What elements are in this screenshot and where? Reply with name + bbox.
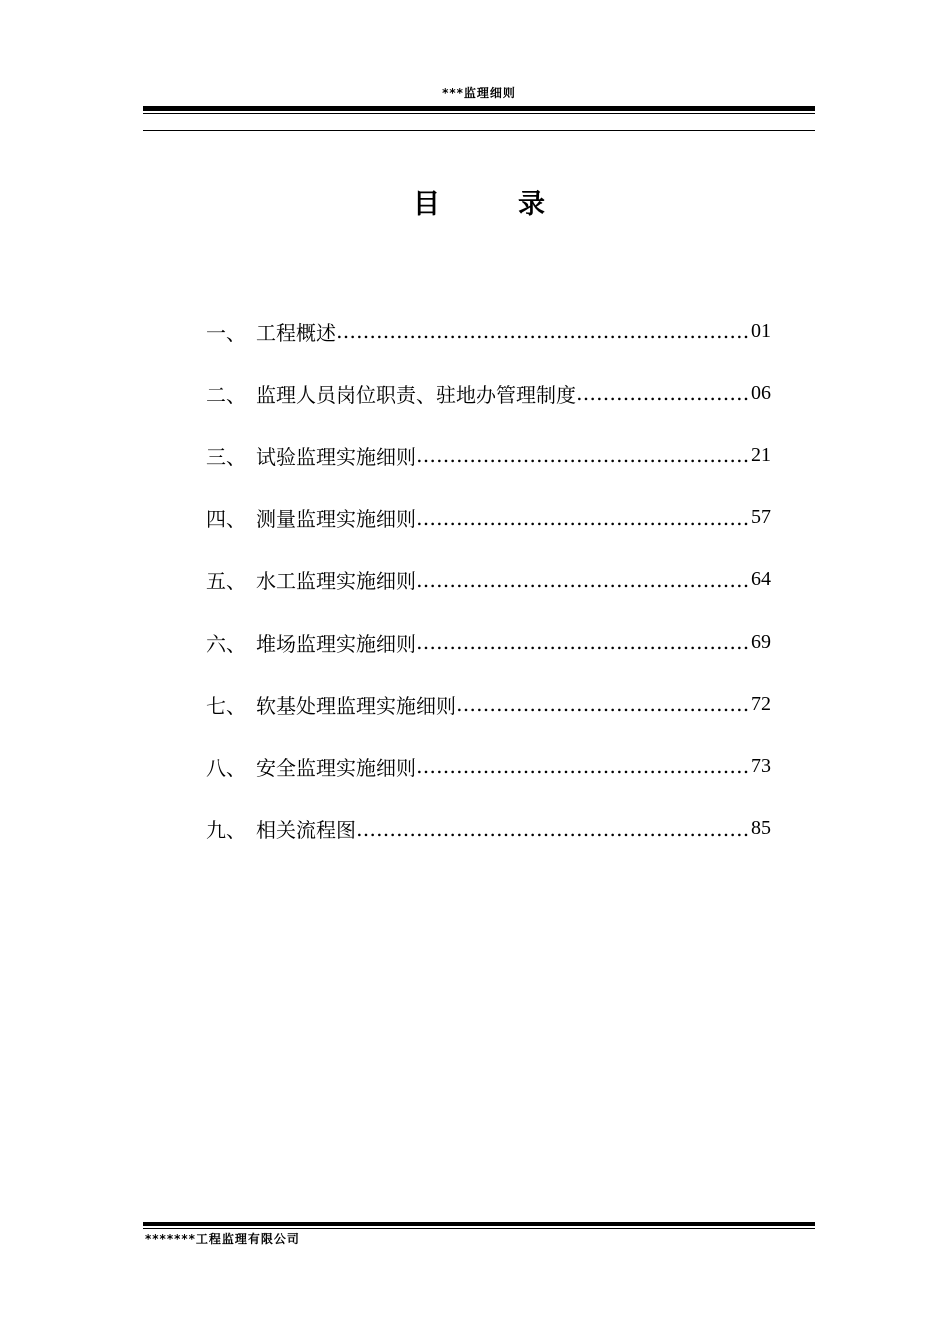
toc-entry-page: 01 — [751, 319, 771, 342]
toc-entry-number: 八、 — [206, 755, 246, 780]
toc-entry-title: 相关流程图 — [256, 818, 356, 843]
toc-entry-number: 一、 — [206, 320, 246, 345]
toc-entry-title: 水工监理实施细则 — [256, 569, 416, 594]
toc-entry[interactable] — [206, 735, 771, 797]
toc-entry-number: 六、 — [206, 631, 246, 656]
toc-entry-page: 72 — [751, 692, 771, 715]
toc-entry[interactable] — [206, 487, 771, 549]
toc-entry-number: 三、 — [206, 444, 246, 469]
toc-entry-title: 试验监理实施细则 — [256, 444, 416, 469]
toc-entry[interactable] — [206, 611, 771, 673]
toc-leader-dots — [356, 817, 751, 841]
toc-entry-number: 四、 — [206, 507, 246, 532]
header-rule-thick — [143, 106, 815, 111]
toc-entry-page: 69 — [751, 630, 771, 653]
toc-entry[interactable] — [206, 300, 771, 362]
toc-entry-page: 21 — [751, 443, 771, 466]
toc-leader-dots — [416, 568, 751, 592]
toc-entry-number: 九、 — [206, 818, 246, 843]
toc-entry-page: 64 — [751, 568, 771, 591]
toc-leader-dots — [336, 319, 751, 343]
toc-entry[interactable] — [206, 362, 771, 424]
toc-entry-page: 06 — [751, 381, 771, 404]
footer-rule-thick — [143, 1222, 815, 1226]
toc-leader-dots — [576, 381, 751, 405]
toc-leader-dots — [416, 754, 751, 778]
toc-entry[interactable] — [206, 673, 771, 735]
toc-leader-dots — [456, 692, 751, 716]
toc-entry-title: 堆场监理实施细则 — [256, 631, 416, 656]
toc-entry[interactable] — [206, 549, 771, 611]
toc-leader-dots — [416, 506, 751, 530]
toc-title-part2: 录 — [518, 189, 545, 220]
toc-entry[interactable] — [206, 424, 771, 486]
toc-leader-dots — [416, 630, 751, 654]
toc-leader-dots — [416, 443, 751, 467]
toc-entry[interactable] — [206, 798, 771, 860]
toc-entry-title: 测量监理实施细则 — [256, 507, 416, 532]
toc-entry-title: 安全监理实施细则 — [256, 755, 416, 780]
toc-title-part1: 目 — [413, 189, 440, 220]
header-rule-thin — [143, 113, 815, 114]
toc-entry-number: 七、 — [206, 693, 246, 718]
toc-entry-page: 57 — [751, 506, 771, 529]
footer-company: *******工程监理有限公司 — [145, 1232, 300, 1246]
toc-entry-page: 73 — [751, 754, 771, 777]
toc-entry-number: 二、 — [206, 382, 246, 407]
toc-entry-title: 软基处理监理实施细则 — [256, 693, 456, 718]
toc-entry-page: 85 — [751, 817, 771, 840]
table-of-contents — [206, 300, 771, 860]
header-rule-lower — [143, 130, 815, 131]
toc-entry-number: 五、 — [206, 569, 246, 594]
toc-title — [143, 182, 815, 221]
toc-entry-title: 监理人员岗位职责、驻地办管理制度 — [256, 382, 576, 407]
footer-rule-thin — [143, 1228, 815, 1229]
toc-entry-title: 工程概述 — [256, 320, 336, 345]
header-title: ***监理细则 — [442, 86, 516, 100]
